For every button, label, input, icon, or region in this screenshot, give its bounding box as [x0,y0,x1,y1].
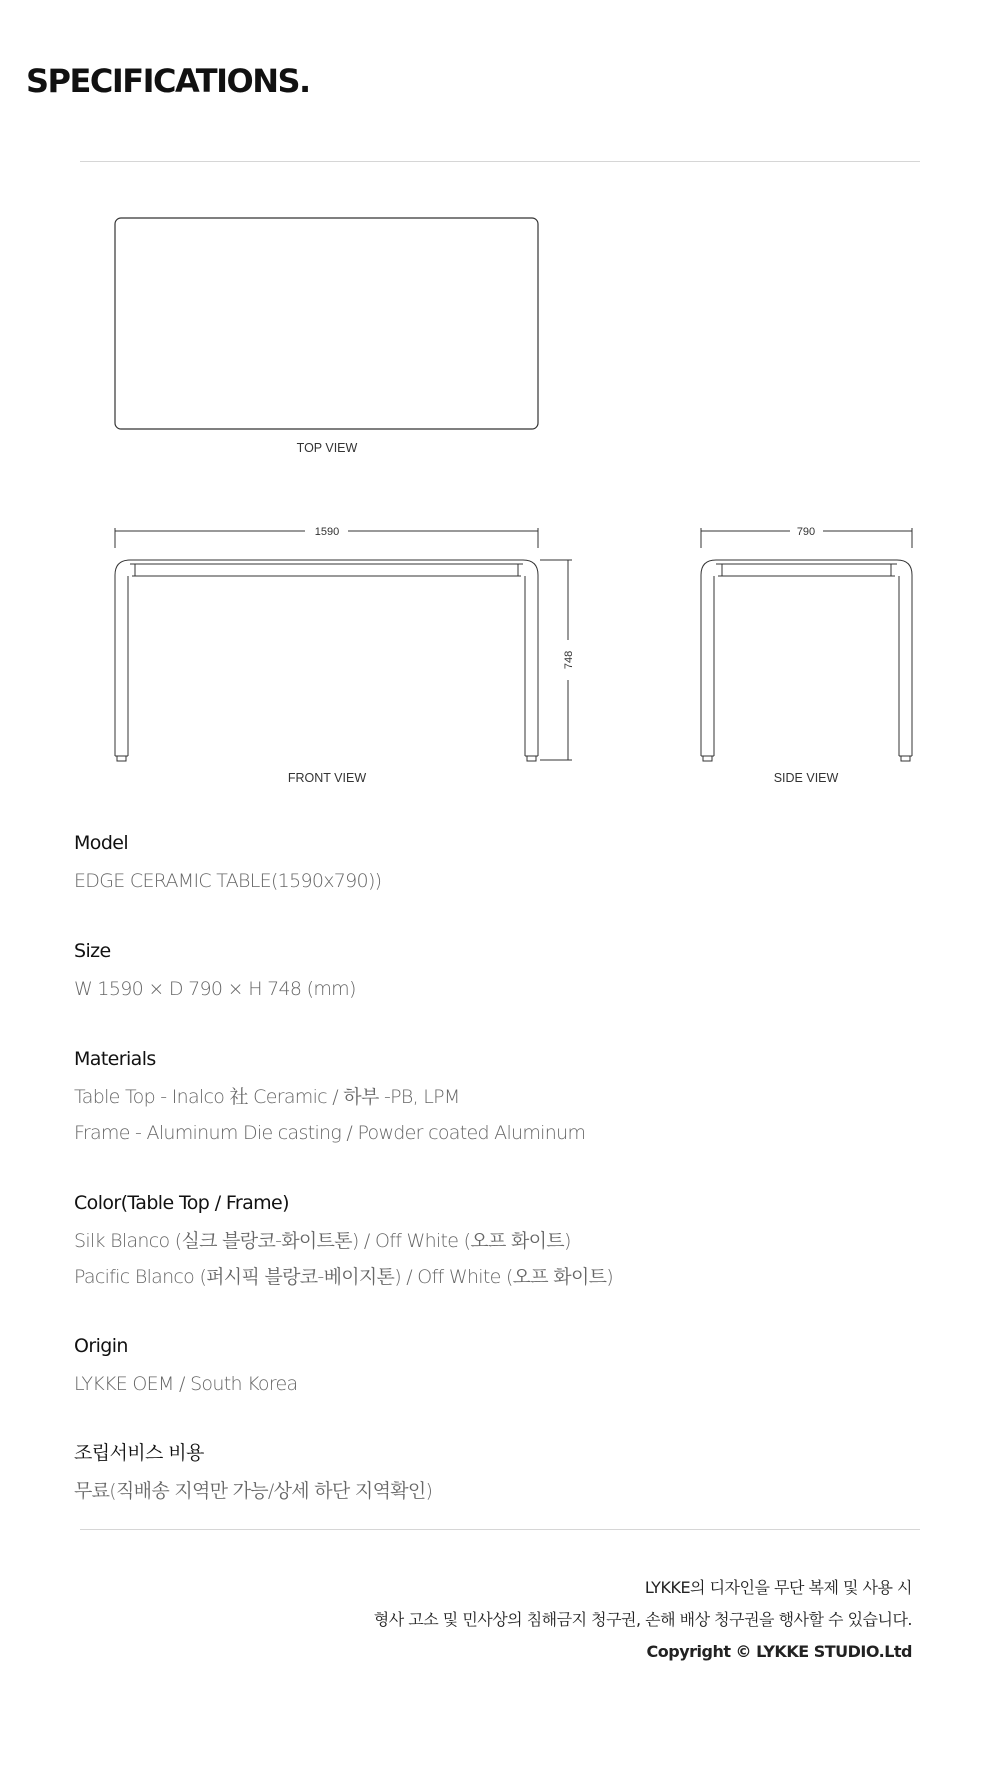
spec-label: Color(Table Top / Frame) [74,1192,289,1214]
spec-value: 무료(직배송 지역만 가능/상세 하단 지역확인) [74,1480,433,1502]
spec-size [74,937,894,1007]
spec-value: LYKKE OEM / South Korea [74,1373,298,1395]
notice-line: 형사 고소 및 민사상의 침해금지 청구권, 손해 배상 청구권을 행사할 수 있습니다. [373,1610,912,1629]
spec-label: Model [74,832,129,854]
spec-label: Origin [74,1335,128,1357]
spec-assembly-service [74,1439,894,1509]
spec-value: EDGE CERAMIC TABLE(1590x790)) [74,870,382,892]
top-view-drawing [115,218,538,429]
top-divider [80,161,920,162]
depth-dimension-label: 790 [796,526,816,538]
spec-model [74,829,894,899]
spec-label: Materials [74,1048,156,1070]
width-dimension-label: 1590 [314,526,340,538]
spec-value: Frame - Aluminum Die casting / Powder coated Aluminum [74,1122,586,1144]
top-view-label: TOP VIEW [296,441,358,455]
front-view-drawing [115,528,572,761]
copyright-notice [112,1572,912,1668]
copyright-line: Copyright © LYKKE STUDIO.Ltd [646,1642,912,1661]
notice-line: LYKKE의 디자인을 무단 복제 및 사용 시 [644,1578,912,1597]
spec-origin [74,1332,894,1402]
bottom-divider [80,1529,920,1530]
height-dimension-label: 748 [563,650,575,670]
spec-value: Pacific Blanco (퍼시픽 블랑코-베이지톤) / Off White (오프 화이트) [74,1266,613,1288]
side-view-drawing [701,528,912,761]
table-technical-drawing [0,170,1000,800]
front-view-label: FRONT VIEW [287,771,367,785]
side-view-label: SIDE VIEW [773,771,839,785]
spec-value: Silk Blanco (실크 블랑코-화이트톤) / Off White (오프 화이트) [74,1230,571,1252]
spec-value: W 1590 × D 790 × H 748 (mm) [74,978,356,1000]
spec-color [74,1189,894,1295]
spec-value: Table Top - Inalco 社 Ceramic / 하부 -PB, LPM [74,1086,460,1108]
spec-label: 조립서비스 비용 [74,1442,204,1464]
spec-materials [74,1045,894,1151]
page-title: SPECIFICATIONS. [26,62,310,100]
spec-label: Size [74,940,111,962]
